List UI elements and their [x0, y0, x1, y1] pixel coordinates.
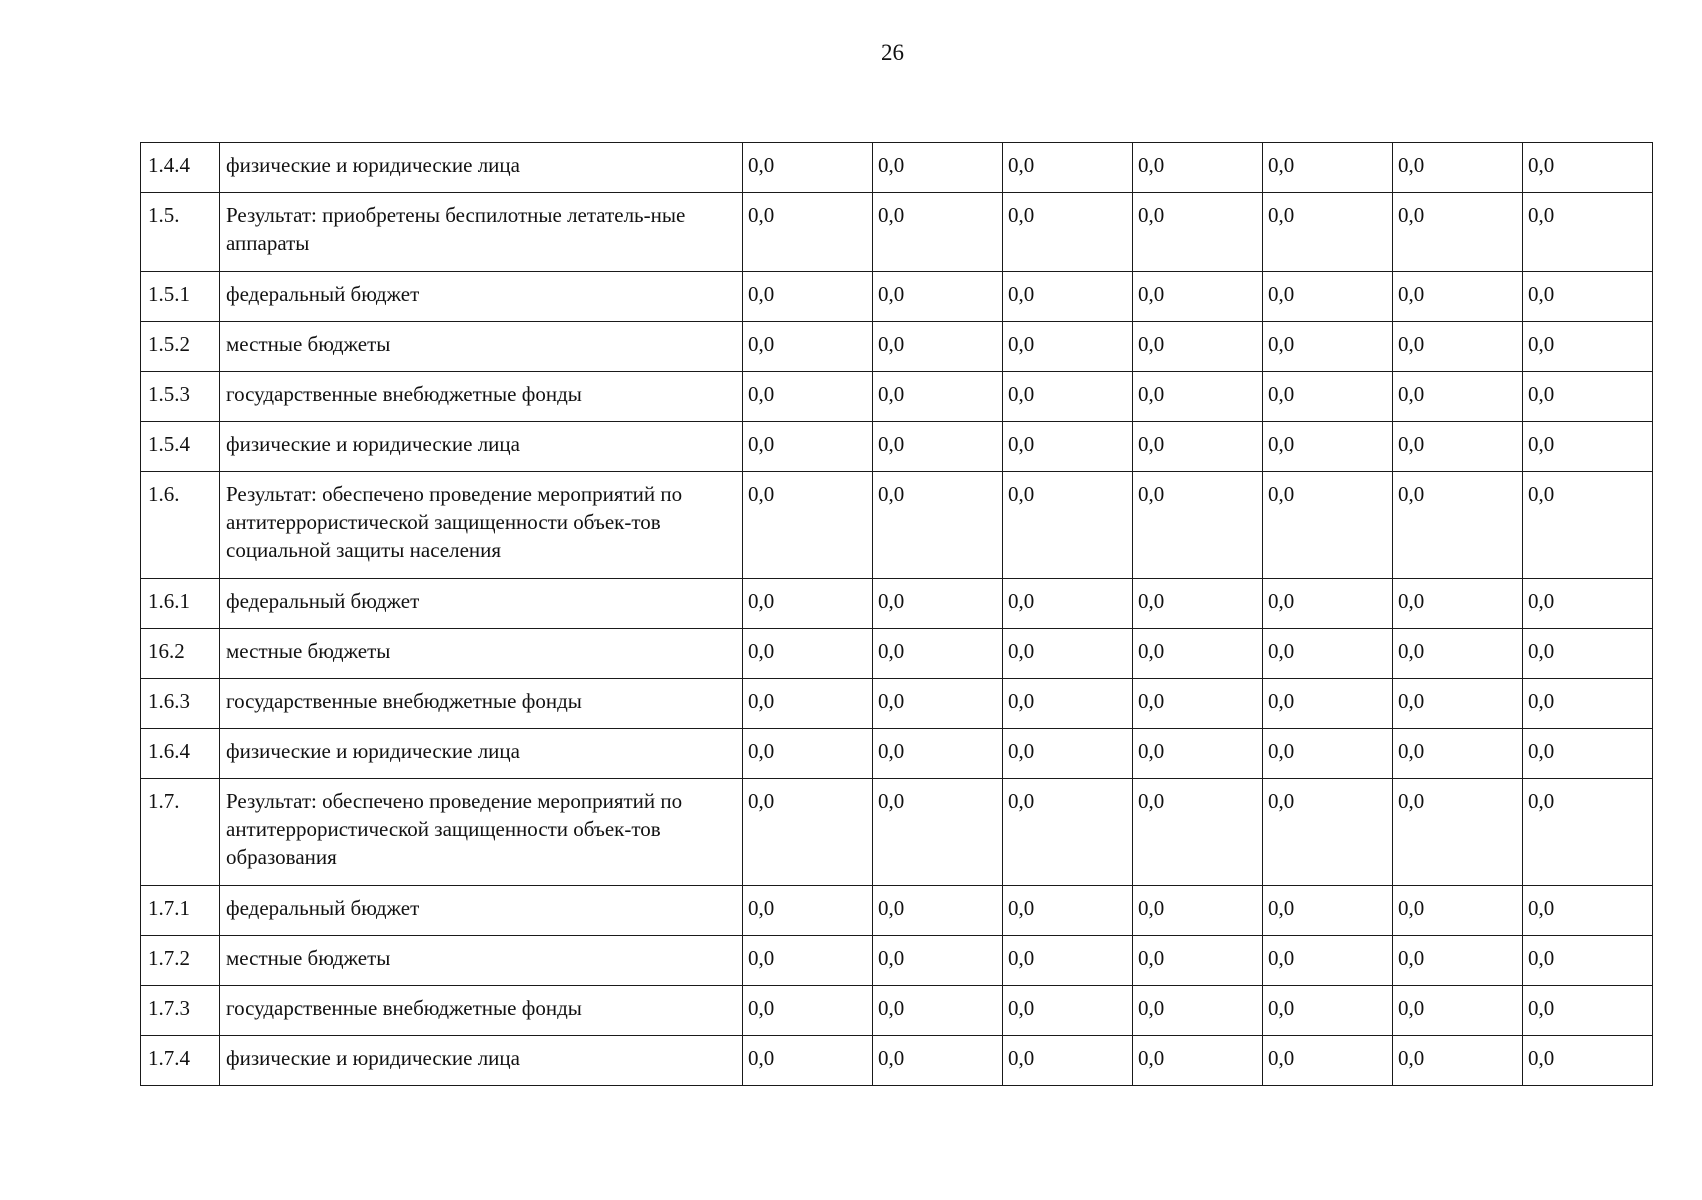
- row-value-1: 0,0: [743, 422, 873, 472]
- table-row: [141, 472, 1653, 579]
- row-value-5: 0,0: [1263, 1036, 1393, 1086]
- table-body: [141, 143, 1653, 1086]
- page-number: 26: [881, 40, 904, 65]
- row-value-4: 0,0: [1133, 579, 1263, 629]
- row-code: 1.5.2: [141, 322, 220, 372]
- row-name: государственные внебюджетные фонды: [220, 679, 743, 729]
- row-value-1: 0,0: [743, 372, 873, 422]
- row-name: федеральный бюджет: [220, 579, 743, 629]
- row-value-7: 0,0: [1523, 779, 1653, 886]
- row-value-6: 0,0: [1393, 272, 1523, 322]
- row-value-7: 0,0: [1523, 472, 1653, 579]
- row-code: 1.5.4: [141, 422, 220, 472]
- row-value-3: 0,0: [1003, 729, 1133, 779]
- row-value-3: 0,0: [1003, 472, 1133, 579]
- row-value-2: 0,0: [873, 779, 1003, 886]
- row-value-2: 0,0: [873, 936, 1003, 986]
- table-row: [141, 729, 1653, 779]
- row-value-2: 0,0: [873, 986, 1003, 1036]
- table-row: [141, 936, 1653, 986]
- row-code: 1.6.1: [141, 579, 220, 629]
- row-value-2: 0,0: [873, 629, 1003, 679]
- row-value-6: 0,0: [1393, 986, 1523, 1036]
- row-value-6: 0,0: [1393, 372, 1523, 422]
- row-value-4: 0,0: [1133, 679, 1263, 729]
- row-name: федеральный бюджет: [220, 886, 743, 936]
- row-code: 1.7.1: [141, 886, 220, 936]
- row-value-7: 0,0: [1523, 422, 1653, 472]
- row-value-3: 0,0: [1003, 193, 1133, 272]
- row-value-1: 0,0: [743, 322, 873, 372]
- row-value-7: 0,0: [1523, 372, 1653, 422]
- row-value-3: 0,0: [1003, 579, 1133, 629]
- row-value-1: 0,0: [743, 193, 873, 272]
- row-value-4: 0,0: [1133, 422, 1263, 472]
- row-value-3: 0,0: [1003, 679, 1133, 729]
- row-value-3: 0,0: [1003, 936, 1133, 986]
- row-value-4: 0,0: [1133, 779, 1263, 886]
- table-row: [141, 886, 1653, 936]
- row-value-6: 0,0: [1393, 579, 1523, 629]
- row-value-2: 0,0: [873, 372, 1003, 422]
- row-code: 1.5.3: [141, 372, 220, 422]
- row-value-7: 0,0: [1523, 143, 1653, 193]
- row-name: местные бюджеты: [220, 936, 743, 986]
- row-value-4: 0,0: [1133, 629, 1263, 679]
- row-code: 1.5.: [141, 193, 220, 272]
- row-value-4: 0,0: [1133, 472, 1263, 579]
- row-value-5: 0,0: [1263, 272, 1393, 322]
- row-value-6: 0,0: [1393, 886, 1523, 936]
- row-value-3: 0,0: [1003, 272, 1133, 322]
- row-value-6: 0,0: [1393, 193, 1523, 272]
- row-value-1: 0,0: [743, 729, 873, 779]
- row-value-5: 0,0: [1263, 886, 1393, 936]
- row-name: физические и юридические лица: [220, 422, 743, 472]
- table-row: [141, 372, 1653, 422]
- row-name: государственные внебюджетные фонды: [220, 986, 743, 1036]
- budget-table: [140, 142, 1653, 1086]
- row-value-2: 0,0: [873, 322, 1003, 372]
- row-value-1: 0,0: [743, 472, 873, 579]
- row-value-6: 0,0: [1393, 143, 1523, 193]
- row-value-2: 0,0: [873, 886, 1003, 936]
- row-name: физические и юридические лица: [220, 1036, 743, 1086]
- row-name: Результат: обеспечено проведение мероприятий по антитеррористической защищенности объек-тов социальной защиты населения: [220, 472, 743, 579]
- row-name: государственные внебюджетные фонды: [220, 372, 743, 422]
- row-code: 16.2: [141, 629, 220, 679]
- row-value-3: 0,0: [1003, 322, 1133, 372]
- row-value-7: 0,0: [1523, 986, 1653, 1036]
- row-code: 1.7.2: [141, 936, 220, 986]
- row-value-7: 0,0: [1523, 886, 1653, 936]
- table-row: [141, 779, 1653, 886]
- row-code: 1.5.1: [141, 272, 220, 322]
- row-value-7: 0,0: [1523, 1036, 1653, 1086]
- row-value-4: 0,0: [1133, 729, 1263, 779]
- row-value-6: 0,0: [1393, 422, 1523, 472]
- row-name: федеральный бюджет: [220, 272, 743, 322]
- table-row: [141, 629, 1653, 679]
- row-value-4: 0,0: [1133, 986, 1263, 1036]
- row-name: физические и юридические лица: [220, 729, 743, 779]
- row-value-3: 0,0: [1003, 629, 1133, 679]
- row-value-3: 0,0: [1003, 422, 1133, 472]
- row-value-2: 0,0: [873, 422, 1003, 472]
- row-value-7: 0,0: [1523, 579, 1653, 629]
- row-value-2: 0,0: [873, 472, 1003, 579]
- row-value-7: 0,0: [1523, 272, 1653, 322]
- row-value-1: 0,0: [743, 886, 873, 936]
- row-value-5: 0,0: [1263, 372, 1393, 422]
- row-code: 1.7.: [141, 779, 220, 886]
- row-value-2: 0,0: [873, 272, 1003, 322]
- row-name: Результат: обеспечено проведение мероприятий по антитеррористической защищенности объек-тов образования: [220, 779, 743, 886]
- row-value-6: 0,0: [1393, 679, 1523, 729]
- row-value-1: 0,0: [743, 1036, 873, 1086]
- row-value-3: 0,0: [1003, 779, 1133, 886]
- row-value-5: 0,0: [1263, 322, 1393, 372]
- row-code: 1.6.3: [141, 679, 220, 729]
- table-row: [141, 986, 1653, 1036]
- row-value-4: 0,0: [1133, 272, 1263, 322]
- row-value-3: 0,0: [1003, 1036, 1133, 1086]
- row-value-5: 0,0: [1263, 579, 1393, 629]
- table-row: [141, 193, 1653, 272]
- row-value-5: 0,0: [1263, 193, 1393, 272]
- row-value-4: 0,0: [1133, 322, 1263, 372]
- row-value-5: 0,0: [1263, 679, 1393, 729]
- row-value-2: 0,0: [873, 1036, 1003, 1086]
- row-value-7: 0,0: [1523, 322, 1653, 372]
- row-value-5: 0,0: [1263, 629, 1393, 679]
- row-value-3: 0,0: [1003, 986, 1133, 1036]
- row-value-7: 0,0: [1523, 193, 1653, 272]
- table-row: [141, 322, 1653, 372]
- row-value-1: 0,0: [743, 936, 873, 986]
- row-value-5: 0,0: [1263, 472, 1393, 579]
- row-value-1: 0,0: [743, 779, 873, 886]
- row-name: физические и юридические лица: [220, 143, 743, 193]
- row-value-1: 0,0: [743, 579, 873, 629]
- row-code: 1.7.3: [141, 986, 220, 1036]
- row-code: 1.6.: [141, 472, 220, 579]
- row-value-5: 0,0: [1263, 986, 1393, 1036]
- table-row: [141, 143, 1653, 193]
- row-value-1: 0,0: [743, 629, 873, 679]
- row-value-1: 0,0: [743, 679, 873, 729]
- row-value-3: 0,0: [1003, 143, 1133, 193]
- row-value-6: 0,0: [1393, 629, 1523, 679]
- row-value-5: 0,0: [1263, 143, 1393, 193]
- row-value-2: 0,0: [873, 143, 1003, 193]
- row-value-1: 0,0: [743, 986, 873, 1036]
- row-value-7: 0,0: [1523, 729, 1653, 779]
- row-value-1: 0,0: [743, 272, 873, 322]
- row-code: 1.6.4: [141, 729, 220, 779]
- row-name: местные бюджеты: [220, 629, 743, 679]
- row-value-7: 0,0: [1523, 679, 1653, 729]
- row-value-5: 0,0: [1263, 422, 1393, 472]
- row-value-6: 0,0: [1393, 729, 1523, 779]
- row-name: местные бюджеты: [220, 322, 743, 372]
- row-value-2: 0,0: [873, 679, 1003, 729]
- row-code: 1.7.4: [141, 1036, 220, 1086]
- row-value-7: 0,0: [1523, 936, 1653, 986]
- row-value-5: 0,0: [1263, 779, 1393, 886]
- row-value-2: 0,0: [873, 193, 1003, 272]
- row-value-4: 0,0: [1133, 936, 1263, 986]
- row-value-2: 0,0: [873, 579, 1003, 629]
- row-value-2: 0,0: [873, 729, 1003, 779]
- table-row: [141, 679, 1653, 729]
- row-value-6: 0,0: [1393, 472, 1523, 579]
- table-row: [141, 1036, 1653, 1086]
- table-row: [141, 579, 1653, 629]
- row-value-6: 0,0: [1393, 779, 1523, 886]
- row-value-4: 0,0: [1133, 1036, 1263, 1086]
- row-value-5: 0,0: [1263, 729, 1393, 779]
- row-value-4: 0,0: [1133, 886, 1263, 936]
- table-row: [141, 422, 1653, 472]
- table-row: [141, 272, 1653, 322]
- row-value-4: 0,0: [1133, 372, 1263, 422]
- row-value-3: 0,0: [1003, 372, 1133, 422]
- row-code: 1.4.4: [141, 143, 220, 193]
- row-value-6: 0,0: [1393, 936, 1523, 986]
- row-value-4: 0,0: [1133, 143, 1263, 193]
- row-value-4: 0,0: [1133, 193, 1263, 272]
- row-value-3: 0,0: [1003, 886, 1133, 936]
- row-value-5: 0,0: [1263, 936, 1393, 986]
- row-value-6: 0,0: [1393, 322, 1523, 372]
- row-value-6: 0,0: [1393, 1036, 1523, 1086]
- row-value-1: 0,0: [743, 143, 873, 193]
- row-value-7: 0,0: [1523, 629, 1653, 679]
- row-name: Результат: приобретены беспилотные летатель-ные аппараты: [220, 193, 743, 272]
